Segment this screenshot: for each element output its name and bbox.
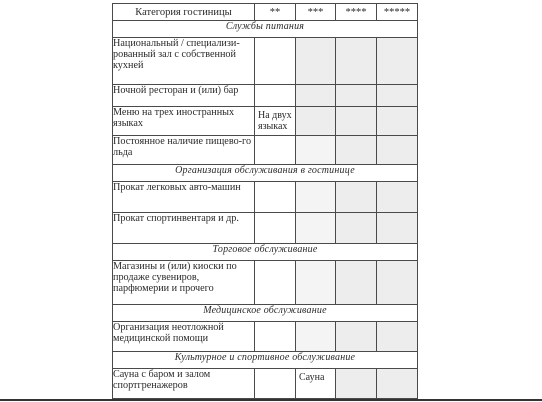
header-stars-2: ** [255,4,296,21]
cell-3-stars [296,213,336,244]
table-row [113,261,418,305]
cell-5-stars [377,182,418,213]
table-row [113,369,418,399]
page-bottom-rule [0,399,542,401]
table-row [113,213,418,244]
section-heading-row [113,165,418,182]
cell-2-stars [255,213,296,244]
cell-4-stars [336,107,377,136]
cell-note: Сауна [299,372,325,383]
cell-4-stars [336,85,377,107]
cell-5-stars [377,261,418,305]
cell-5-stars [377,213,418,244]
cell-2-stars [255,322,296,352]
row-label: Национальный / специализи-рованный зал с собственной кухней [113,38,255,85]
row-label: Меню на трех иностранных языках [113,107,255,136]
cell-5-stars [377,107,418,136]
cell-2-stars [255,107,296,136]
cell-3-stars [296,182,336,213]
cell-2-stars [255,136,296,165]
header-stars-4: **** [336,4,377,21]
cell-3-stars [296,107,336,136]
cell-2-stars [255,38,296,85]
cell-5-stars [377,369,418,399]
cell-3-stars [296,322,336,352]
cell-5-stars [377,136,418,165]
cell-2-stars [255,261,296,305]
row-label: Прокат спортинвентаря и др. [113,213,255,244]
row-label: Сауна с баром и залом спортгренажеров [113,369,255,399]
header-stars-5: ***** [377,4,418,21]
section-title: Службы питания [113,21,418,38]
section-title: Торговое обслуживание [113,244,418,261]
table-row [113,85,418,107]
table-row [113,107,418,136]
cell-2-stars [255,369,296,399]
cell-4-stars [336,322,377,352]
cell-note: На двух языках [258,110,292,132]
header-stars-3: *** [296,4,336,21]
row-label: Организация неотложной медицинской помощи [113,322,255,352]
table-row [113,322,418,352]
header-row [113,4,418,21]
cell-2-stars [255,85,296,107]
cell-3-stars [296,136,336,165]
cell-5-stars [377,38,418,85]
cell-3-stars [296,369,336,399]
section-heading-row [113,352,418,369]
cell-5-stars [377,85,418,107]
section-heading-row [113,244,418,261]
cell-4-stars [336,213,377,244]
header-category: Категория гостиницы [113,4,255,21]
cell-3-stars [296,261,336,305]
cell-4-stars [336,261,377,305]
table-row [113,136,418,165]
row-label: Постоянное наличие пищево-го льда [113,136,255,165]
cell-3-stars [296,85,336,107]
cell-3-stars [296,38,336,85]
section-heading-row [113,21,418,38]
row-label: Магазины и (или) киоски по продаже сувениров, парфюмерии и прочего [113,261,255,305]
section-heading-row [113,305,418,322]
cell-4-stars [336,369,377,399]
row-label: Прокат легковых авто-машин [113,182,255,213]
cell-2-stars [255,182,296,213]
cell-5-stars [377,322,418,352]
hotel-category-table [112,3,418,399]
cell-4-stars [336,182,377,213]
cell-4-stars [336,136,377,165]
row-label: Ночной ресторан и (или) бар [113,85,255,107]
section-title: Медицинское обслуживание [113,305,418,322]
section-title: Культурное и спортивное обслуживание [113,352,418,369]
cell-4-stars [336,38,377,85]
table-row [113,38,418,85]
section-title: Организация обслуживания в гостинице [113,165,418,182]
table-row [113,182,418,213]
